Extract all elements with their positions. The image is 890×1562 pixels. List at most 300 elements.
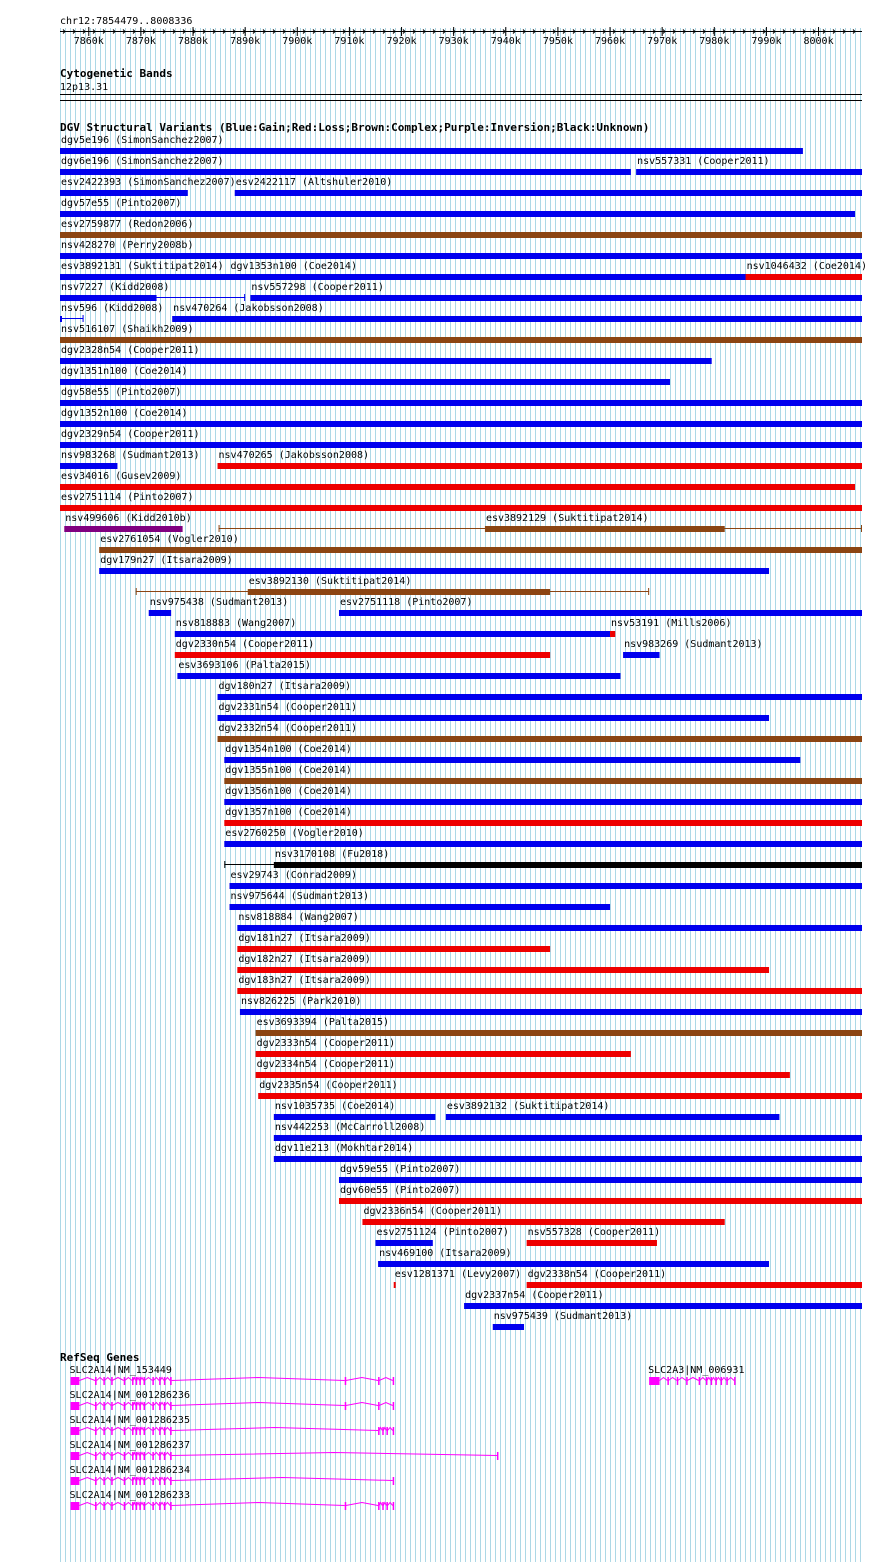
- variant-id: dgv2337n54: [465, 1290, 526, 1301]
- variant-bar: [60, 295, 157, 301]
- variant-study-close: ): [642, 513, 649, 524]
- variant-label: [340, 597, 472, 608]
- variant-id: dgv1357n100: [225, 807, 292, 818]
- variant-bar: [60, 190, 188, 196]
- gene-exon: [345, 1377, 347, 1385]
- variant-label: [395, 1269, 521, 1280]
- gene-exon: [139, 1377, 141, 1385]
- variant-bar: [60, 337, 862, 343]
- gene-exon: [170, 1427, 172, 1435]
- variant-bar: [60, 358, 712, 364]
- variant-study-open: (: [291, 744, 304, 755]
- gene-intron: [153, 1453, 159, 1456]
- variant-study-open: (: [109, 471, 122, 482]
- variant-id: nsv818883: [175, 618, 230, 629]
- variant-study-open: (: [272, 681, 285, 692]
- gene-separator: |: [111, 1415, 118, 1426]
- variant-id: dgv6e196: [61, 156, 110, 167]
- variant-study: Park2010: [307, 996, 356, 1007]
- variant-study-close: ): [357, 828, 364, 839]
- variant-bar: [60, 442, 862, 448]
- gene-exon: [71, 1477, 80, 1485]
- variant-study-open: (: [154, 555, 167, 566]
- ruler-tick-label: 8000k: [803, 36, 834, 47]
- variant-study: Coe2014: [303, 786, 346, 797]
- variant-study: Coe2014: [303, 765, 346, 776]
- variant-study: Cooper2011: [133, 429, 194, 440]
- variant-bar: [610, 631, 615, 637]
- variant-bar: [339, 1198, 862, 1204]
- variant-study: Itsara2009: [284, 681, 345, 692]
- variant-study-close: ): [391, 1080, 398, 1091]
- variant-study: Cooper2011: [703, 156, 764, 167]
- dgv-variant: [60, 135, 803, 154]
- gene-accession: NM_001286234: [117, 1465, 190, 1476]
- variant-label: [494, 1311, 632, 1322]
- variant-study: Palta2015: [250, 660, 305, 671]
- variant-label: [275, 1101, 395, 1112]
- variant-study: Mills2006: [671, 618, 726, 629]
- dgv-variant: [175, 639, 550, 658]
- variant-id: esv2751124: [376, 1227, 437, 1238]
- variant-study: Vogler2010: [172, 534, 233, 545]
- variant-study-close: ): [226, 555, 233, 566]
- ruler-tick-label: 7910k: [334, 36, 365, 47]
- ruler-tick-label: 7950k: [542, 36, 573, 47]
- variant-study: Levy2007: [466, 1269, 516, 1280]
- variant-study: Cooper2011: [599, 1269, 661, 1280]
- variant-label: [257, 1038, 396, 1049]
- variant-label: [231, 870, 357, 881]
- gene-exon: [170, 1477, 172, 1485]
- variant-study-open: (: [109, 387, 122, 398]
- gene-intron: [97, 1378, 104, 1381]
- variant-bar: [60, 421, 862, 427]
- variant-study: Itsara2009: [304, 954, 365, 965]
- dgv-variant: [623, 639, 763, 658]
- variant-study-open: (: [295, 177, 308, 188]
- variant-label: [275, 849, 389, 860]
- variant-study-close: ): [364, 954, 371, 965]
- variant-study-open: (: [109, 156, 122, 167]
- variant-label: [624, 639, 763, 650]
- gene-exon: [139, 1502, 141, 1510]
- ruler-tick-label: 7900k: [282, 36, 313, 47]
- variant-bar: [248, 589, 550, 595]
- variant-bar: [60, 148, 803, 154]
- gene-accession: NM_001286235: [117, 1415, 190, 1426]
- gene-exon: [95, 1502, 97, 1510]
- variant-study-open: (: [115, 324, 128, 335]
- variant-bar: [218, 463, 862, 469]
- variant-bar: [99, 547, 862, 553]
- variant-id: dgv179n27: [100, 555, 155, 566]
- dgv-variant: [464, 1290, 862, 1309]
- variant-study: Jakobsson2008: [239, 303, 318, 314]
- variant-label: [61, 219, 193, 230]
- variant-bar: [230, 883, 862, 889]
- gene-intron: [112, 1378, 123, 1381]
- variant-id: dgv1351n100: [61, 366, 128, 377]
- variant-id: dgv2335n54: [259, 1080, 320, 1091]
- variant-study-close: ): [193, 345, 200, 356]
- variant-id: esv3693106: [178, 660, 239, 671]
- gene-exon: [124, 1477, 126, 1485]
- gene-accession: NM_001286237: [117, 1440, 190, 1451]
- variant-study: Coe2014: [818, 261, 861, 272]
- dgv-variant: [230, 261, 670, 280]
- variant-id: dgv2331n54: [218, 702, 279, 713]
- dgv-variant: [256, 1038, 631, 1057]
- variant-bar: [375, 1240, 432, 1246]
- variant-bar: [60, 379, 670, 385]
- gene-exon: [378, 1502, 380, 1510]
- variant-study-open: (: [308, 576, 322, 587]
- gene-intron: [172, 1428, 378, 1431]
- dgv-variant: [99, 555, 769, 574]
- dgv-variant: [235, 177, 862, 196]
- variant-study-close: ): [860, 261, 868, 272]
- dgv-variant: [60, 450, 200, 469]
- variant-study-open: (: [227, 303, 240, 314]
- variant-study-close: ): [626, 1311, 633, 1322]
- variant-study: Redon2006: [133, 219, 188, 230]
- variant-study: Cooper2011: [328, 1038, 390, 1049]
- variant-bar: [256, 1051, 631, 1057]
- variant-id: nsv469100: [379, 1248, 434, 1259]
- variant-study-open: (: [546, 513, 559, 524]
- variant-bar: [60, 484, 855, 490]
- variant-id: esv29743: [230, 870, 279, 881]
- variant-id: nsv7227: [61, 282, 104, 293]
- variant-id: nsv470265: [218, 450, 273, 461]
- variant-label: [238, 933, 370, 944]
- variant-label: [231, 891, 370, 902]
- gene-exon: [345, 1502, 347, 1510]
- variant-bar: [339, 610, 862, 616]
- variant-label: [150, 597, 289, 608]
- refseq-genes-track: [60, 1351, 744, 1510]
- gene-exon: [706, 1377, 708, 1385]
- gene-exon: [103, 1452, 105, 1460]
- gene-exon: [170, 1402, 172, 1410]
- variant-label: [61, 408, 187, 419]
- variant-study-close: ): [505, 1248, 512, 1259]
- dgv-variant: [237, 912, 862, 931]
- variant-id: nsv442253: [274, 1122, 330, 1133]
- dgv-variant: [149, 597, 289, 616]
- dgv-variant: [527, 1227, 660, 1246]
- variant-label: [61, 450, 200, 461]
- ruler-tick-label: 7940k: [490, 36, 521, 47]
- variant-id: dgv2328n54: [61, 345, 122, 356]
- variant-bar: [237, 967, 769, 973]
- variant-study-close: ): [660, 1269, 667, 1280]
- gene-exon: [152, 1452, 154, 1460]
- gene-exon: [164, 1502, 166, 1510]
- gene-intron: [112, 1503, 123, 1506]
- dgv-variant: [230, 891, 611, 910]
- dgv-variant: [60, 366, 670, 385]
- variant-study: Kidd2008: [109, 303, 158, 314]
- gene-exon: [132, 1377, 134, 1385]
- variant-id: nsv470264: [173, 303, 228, 314]
- variant-study-close: ): [345, 786, 352, 797]
- variant-bar: [339, 1177, 862, 1183]
- variant-label: [257, 1059, 396, 1070]
- variant-study-close: ): [317, 303, 324, 314]
- gene-exon: [132, 1452, 134, 1460]
- variant-study-close: ): [763, 156, 770, 167]
- variant-bar: [250, 295, 862, 301]
- variant-bar: [230, 274, 670, 280]
- variant-label: [61, 282, 169, 293]
- variant-study-close: ): [389, 1059, 396, 1070]
- variant-bar: [60, 505, 862, 511]
- variant-study-open: (: [291, 786, 304, 797]
- variant-study-open: (: [292, 933, 305, 944]
- variant-study-open: (: [292, 954, 305, 965]
- variant-study-open: (: [109, 198, 122, 209]
- variant-label: [238, 912, 358, 923]
- gene-exon: [159, 1377, 161, 1385]
- gene-exon: [677, 1377, 679, 1385]
- gene-symbol: SLC2A14: [69, 1415, 112, 1426]
- gene-exon: [71, 1502, 80, 1510]
- variant-study-open: (: [121, 429, 134, 440]
- gene-intron: [153, 1478, 159, 1481]
- variant-id: esv3693394: [256, 1017, 317, 1028]
- variant-study-close: ): [364, 975, 371, 986]
- gene-exon: [393, 1377, 395, 1385]
- gene-intron: [678, 1378, 686, 1381]
- ruler-tick-label: 7960k: [594, 36, 626, 47]
- variant-study-close: ): [175, 471, 182, 482]
- variant-id: dgv182n27: [238, 954, 293, 965]
- gene-intron: [79, 1478, 95, 1481]
- variant-study-close: ): [217, 261, 224, 272]
- variant-study-close: ): [377, 282, 384, 293]
- variant-bar: [235, 190, 862, 196]
- gene-intron: [112, 1428, 123, 1431]
- dgv-variant: [274, 1101, 436, 1120]
- gene-exon: [95, 1477, 97, 1485]
- dgv-variant: [224, 786, 862, 805]
- variant-study: Mokhtar2014: [341, 1143, 408, 1154]
- variant-study-open: (: [291, 807, 304, 818]
- gene-intron: [97, 1503, 104, 1506]
- variant-study-open: (: [115, 450, 128, 461]
- gene-separator: |: [111, 1390, 118, 1401]
- variant-label: [100, 555, 232, 566]
- gene-exon: [159, 1427, 161, 1435]
- variant-study-open: (: [115, 240, 128, 251]
- variant-bar: [224, 841, 862, 847]
- variant-study-close: ): [163, 282, 170, 293]
- variant-study-open: (: [581, 1227, 594, 1238]
- variant-study: Pinto2007: [400, 1164, 455, 1175]
- variant-label: [249, 576, 412, 587]
- variant-study: Kidd2008: [115, 282, 164, 293]
- gene-exon: [721, 1377, 723, 1385]
- gene-label: [70, 1465, 190, 1476]
- variant-label: [486, 513, 649, 524]
- variant-bar: [224, 757, 800, 763]
- gene-symbol: SLC2A3: [648, 1365, 685, 1376]
- variant-study: Itsara2009: [304, 975, 365, 986]
- variant-id: dgv11e213: [274, 1143, 330, 1154]
- variant-id: dgv2336n54: [363, 1206, 424, 1217]
- variant-label: [611, 618, 731, 629]
- gene-exon: [393, 1502, 395, 1510]
- variant-study: Sudmant2013: [559, 1311, 627, 1322]
- variant-id: nsv975439: [493, 1311, 548, 1322]
- gene-exon: [139, 1477, 141, 1485]
- variant-study: Coe2014: [139, 408, 182, 419]
- variant-study-open: (: [436, 1227, 449, 1238]
- variant-study: Cooper2011: [593, 1227, 655, 1238]
- gene-exon: [103, 1427, 105, 1435]
- dgv-variant: [60, 282, 245, 301]
- dgv-variant: [175, 618, 610, 637]
- variant-id: nsv983269: [624, 639, 679, 650]
- variant-bar: [274, 1114, 436, 1120]
- cytoband-track-title: Cytogenetic Bands: [60, 67, 173, 80]
- variant-study-close: ): [185, 513, 192, 524]
- variant-study-open: (: [292, 912, 305, 923]
- variant-study-open: (: [316, 1038, 329, 1049]
- variant-label: [219, 723, 358, 734]
- variant-study-close: ): [304, 660, 311, 671]
- dgv-variant: [446, 1101, 780, 1120]
- variant-study-open: (: [587, 1269, 600, 1280]
- variant-bar: [258, 1093, 862, 1099]
- ruler-tick-label: 7860k: [73, 36, 104, 47]
- variant-study: Gusev2009: [121, 471, 176, 482]
- gene-exon: [136, 1377, 138, 1385]
- variant-study: Wang2007: [304, 912, 353, 923]
- variant-study: McCarroll2008: [341, 1122, 420, 1133]
- gene-separator: |: [111, 1490, 118, 1501]
- gene-exon: [144, 1427, 146, 1435]
- gene-exon: [124, 1402, 126, 1410]
- gene-exon: [103, 1502, 105, 1510]
- variant-study-open: (: [121, 492, 134, 503]
- variant-label: [340, 1164, 460, 1175]
- variant-study-close: ): [386, 177, 393, 188]
- ruler: [60, 16, 862, 47]
- gene-exon: [144, 1452, 146, 1460]
- variant-id: dgv181n27: [238, 933, 293, 944]
- gene-label: [70, 1390, 190, 1401]
- variant-id: nsv975438: [149, 597, 204, 608]
- ruler-tick-label: 7970k: [647, 36, 678, 47]
- variant-id: dgv2333n54: [256, 1038, 317, 1049]
- dgv-variant: [224, 828, 862, 847]
- variant-study-close: ): [383, 1017, 390, 1028]
- ruler-tick-label: 7990k: [751, 36, 782, 47]
- variant-bar: [224, 778, 862, 784]
- gene-intron: [153, 1403, 159, 1406]
- gene-exon: [711, 1377, 713, 1385]
- gene-exon: [378, 1427, 380, 1435]
- variant-id: nsv53191: [611, 618, 660, 629]
- variant-bar: [60, 463, 117, 469]
- dgv-variant: [746, 261, 867, 280]
- gene-intron: [172, 1503, 345, 1506]
- variant-bar: [237, 988, 862, 994]
- variant-label: [238, 954, 370, 965]
- variant-id: nsv428270: [61, 240, 116, 251]
- variant-study: Shaikh2009: [127, 324, 188, 335]
- variant-bar: [60, 316, 62, 322]
- variant-study-open: (: [525, 1290, 538, 1301]
- variant-label: [61, 492, 193, 503]
- variant-study: SimonSanchez2007: [133, 177, 230, 188]
- gene-accession: NM_001286233: [117, 1490, 190, 1501]
- variant-study-open: (: [305, 282, 318, 293]
- gene-exon: [386, 1502, 388, 1510]
- variant-study: Cooper2011: [248, 639, 309, 650]
- gene-exon: [95, 1377, 97, 1385]
- variant-study-open: (: [127, 366, 140, 377]
- gene-intron: [79, 1378, 95, 1381]
- variant-study-open: (: [316, 1059, 329, 1070]
- gene-exon: [378, 1402, 380, 1410]
- variant-bar: [527, 1282, 862, 1288]
- variant-study: Jakobsson2008: [284, 450, 364, 461]
- variant-id: nsv3170108: [274, 849, 336, 860]
- variant-study-open: (: [119, 513, 132, 524]
- variant-study-close: ): [157, 303, 164, 314]
- variant-study-close: ): [502, 1227, 509, 1238]
- variant-study-close: ): [345, 807, 352, 818]
- variant-study-open: (: [400, 597, 413, 608]
- gene-exon: [124, 1427, 126, 1435]
- variant-study: Pinto2007: [448, 1227, 503, 1238]
- variant-study: Coe2014: [347, 1101, 390, 1112]
- variant-label: [225, 765, 351, 776]
- variant-id: esv3892129: [485, 513, 547, 524]
- variant-label: [238, 975, 370, 986]
- gene-exon: [393, 1402, 395, 1410]
- gene-exon: [136, 1427, 138, 1435]
- variant-study: Cooper2011: [331, 1080, 392, 1091]
- variant-study-open: (: [547, 1311, 560, 1322]
- gene-exon: [152, 1377, 154, 1385]
- dgv-variant: [60, 177, 236, 196]
- variant-study-open: (: [121, 177, 134, 188]
- gene-exon: [393, 1427, 395, 1435]
- variant-study: Cooper2011: [537, 1290, 598, 1301]
- variant-study: Perry2008b: [127, 240, 188, 251]
- variant-study: Cooper2011: [290, 702, 352, 713]
- variant-id: dgv2330n54: [175, 639, 237, 650]
- variant-study-open: (: [284, 891, 297, 902]
- variant-study-close: ): [187, 324, 194, 335]
- gene-exon: [159, 1477, 161, 1485]
- variant-id: nsv557331: [637, 156, 692, 167]
- variant-study-open: (: [121, 261, 134, 272]
- dgv-variant: [224, 849, 862, 868]
- gene-exon: [726, 1377, 728, 1385]
- dgv-variant: [394, 1269, 521, 1288]
- variant-study: Itsara2009: [445, 1248, 506, 1259]
- variant-bar: [149, 610, 171, 616]
- variant-label: [219, 702, 358, 713]
- gene-separator: |: [111, 1465, 118, 1476]
- variant-label: [176, 618, 296, 629]
